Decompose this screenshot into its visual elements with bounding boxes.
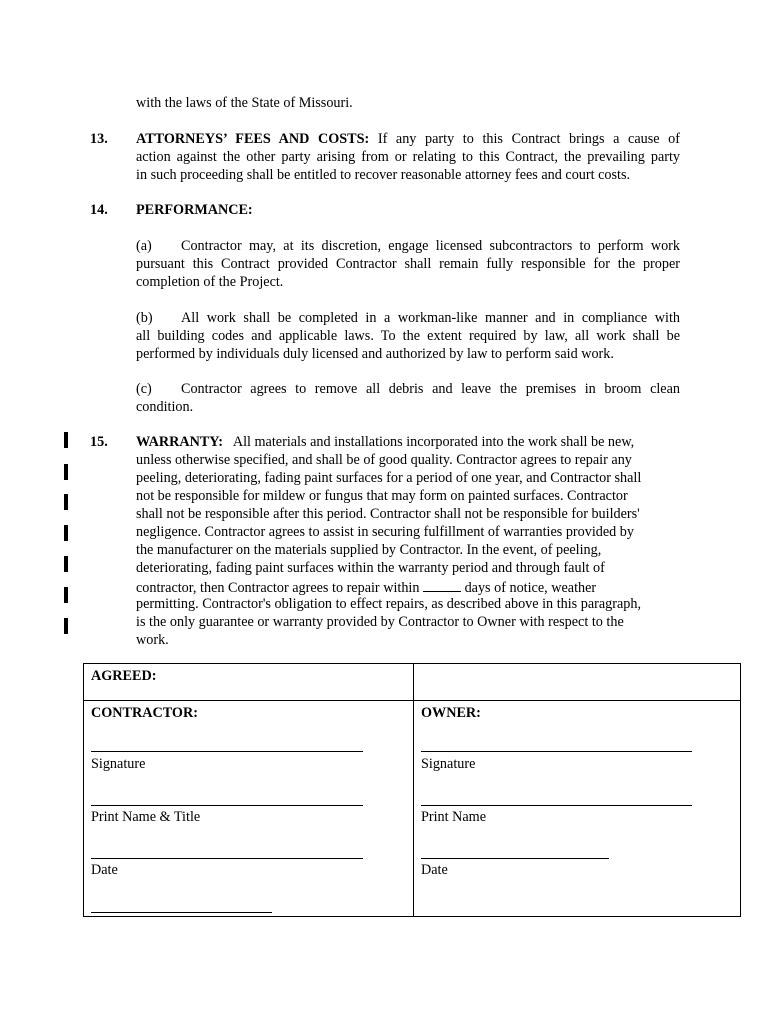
section-15-line-2: unless otherwise specified, and shall be of good quality. Contractor agrees to repair any bbox=[136, 452, 632, 468]
contractor-date-line[interactable] bbox=[91, 858, 363, 859]
section-15-line-1 bbox=[136, 433, 634, 451]
contractor-name-label: Print Name & Title bbox=[91, 809, 201, 825]
contractor-cell bbox=[84, 701, 414, 917]
section-14c-label: (c) bbox=[136, 381, 152, 397]
section-14b-line-2: all building codes and applicable laws. To the extent required by law, all work shall be bbox=[136, 328, 680, 344]
section-15-line-3: peeling, deteriorating, fading paint surfaces for a period of one year, and Contractor shall bbox=[136, 470, 642, 486]
contractor-extra-line bbox=[91, 912, 272, 913]
section-14c-text-1: Contractor agrees to remove all debris and leave the premises in broom clean bbox=[181, 381, 680, 397]
section-15-line-7: the manufacturer on the materials supplied by Contractor. In the event, of peeling, bbox=[136, 542, 602, 558]
section-13-number: 13. bbox=[90, 131, 108, 147]
revision-bar bbox=[64, 494, 68, 510]
section-15-text-9a: contractor, then Contractor agrees to repair within bbox=[136, 580, 420, 596]
section-14a-line-2: pursuant this Contract provided Contractor shall remain fully responsible for the proper bbox=[136, 256, 680, 272]
section-13-heading: ATTORNEYS’ FEES AND COSTS: bbox=[136, 131, 370, 147]
agreed-label: AGREED: bbox=[91, 668, 157, 684]
agreed-cell bbox=[84, 664, 414, 701]
section-13-line-2: action against the other party arising from or relating to this Contract, the prevailing party bbox=[136, 149, 680, 165]
owner-heading: OWNER: bbox=[421, 705, 481, 721]
section-14b-label: (b) bbox=[136, 310, 153, 326]
signature-table bbox=[83, 663, 741, 917]
section-13-line-1 bbox=[136, 130, 680, 148]
section-14b-line-3: performed by individuals duly licensed and authorized by law to perform said work. bbox=[136, 346, 614, 362]
owner-name-label: Print Name bbox=[421, 809, 487, 825]
section-14a-text-1: Contractor may, at its discretion, engage licensed subcontractors to perform work bbox=[181, 238, 680, 254]
section-14a-line-1 bbox=[136, 237, 680, 255]
section-14b-text-1: All work shall be completed in a workman-like manner and in compliance with bbox=[181, 310, 680, 326]
section-15-line-10: permitting. Contractor's obligation to effect repairs, as described above in this paragraph, bbox=[136, 596, 642, 612]
section-15-line-8: deteriorating, fading paint surfaces within the warranty period and through fault of bbox=[136, 560, 605, 576]
section-14c-line-2: condition. bbox=[136, 399, 194, 415]
section-15-number: 15. bbox=[90, 434, 108, 450]
section-15-line-12: work. bbox=[136, 632, 169, 648]
owner-name-line[interactable] bbox=[421, 805, 692, 806]
contractor-signature-label: Signature bbox=[91, 756, 146, 772]
section-15-line-9 bbox=[136, 577, 596, 597]
revision-bar bbox=[64, 587, 68, 603]
section-15-line-4: not be responsible for mildew or fungus that may form on painted surfaces. Contractor bbox=[136, 488, 628, 504]
section-14a-label: (a) bbox=[136, 238, 152, 254]
section-14b-line-1 bbox=[136, 309, 680, 327]
days-blank-field[interactable] bbox=[423, 577, 461, 592]
revision-bar bbox=[64, 618, 68, 634]
section-13-line-3: in such proceeding shall be entitled to recover reasonable attorney fees and court costs. bbox=[136, 167, 631, 183]
owner-date-label: Date bbox=[421, 862, 448, 878]
section-15-line-11: is the only guarantee or warranty provided by Contractor to Owner with respect to the bbox=[136, 614, 624, 630]
owner-signature-line[interactable] bbox=[421, 751, 692, 752]
section-15-line-5: shall not be responsible after this period. Contractor shall not be responsible for builders' bbox=[136, 506, 640, 522]
revision-bar bbox=[64, 525, 68, 541]
section-13-text-1: If any party to this Contract brings a cause of bbox=[377, 131, 680, 147]
section-15-heading: WARRANTY: bbox=[136, 434, 223, 450]
contractor-heading: CONTRACTOR: bbox=[91, 705, 198, 721]
intro-line: with the laws of the State of Missouri. bbox=[136, 95, 353, 111]
section-14-heading: PERFORMANCE: bbox=[136, 202, 253, 218]
owner-cell bbox=[414, 701, 741, 917]
revision-bar bbox=[64, 556, 68, 572]
section-14a-line-3: completion of the Project. bbox=[136, 274, 284, 290]
section-15-line-6: negligence. Contractor agrees to assist in securing fulfillment of warranties provided by bbox=[136, 524, 634, 540]
section-15-text-1: All materials and installations incorporated into the work shall be new, bbox=[232, 434, 635, 450]
contractor-date-label: Date bbox=[91, 862, 118, 878]
revision-bar bbox=[64, 464, 68, 480]
section-14-number: 14. bbox=[90, 202, 108, 218]
revision-bar bbox=[64, 432, 68, 448]
owner-signature-label: Signature bbox=[421, 756, 476, 772]
section-15-text-9b: days of notice, weather bbox=[464, 580, 597, 596]
contractor-signature-line[interactable] bbox=[91, 751, 363, 752]
owner-date-line[interactable] bbox=[421, 858, 609, 859]
agreed-empty-cell bbox=[414, 664, 741, 701]
section-14c-line-1 bbox=[136, 380, 680, 398]
contractor-name-line[interactable] bbox=[91, 805, 363, 806]
